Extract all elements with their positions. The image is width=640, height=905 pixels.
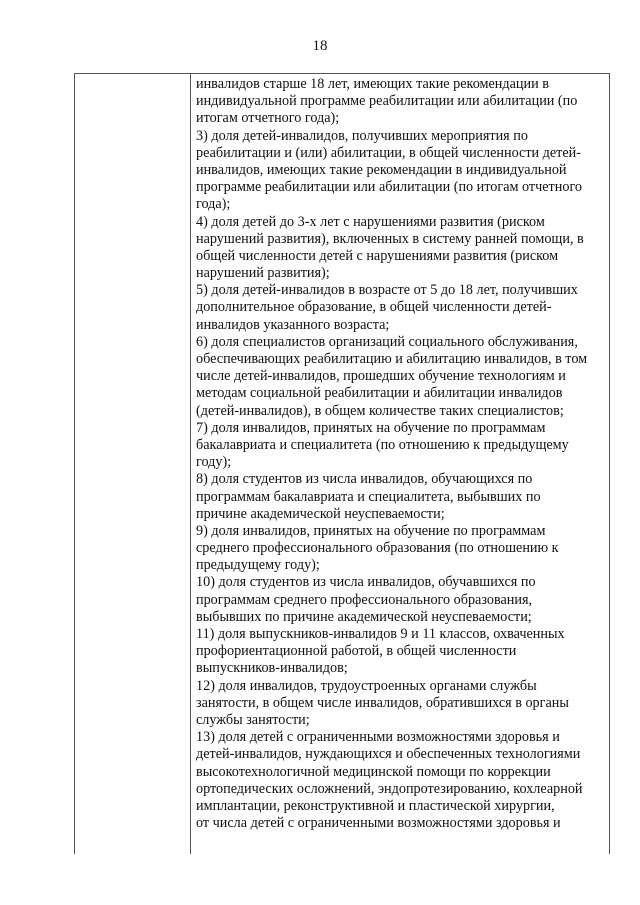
text-line: 10) доля студентов из числа инвалидов, обучавшихся по <box>196 574 536 591</box>
text-line: программе реабилитации или абилитации (по итогам отчетного <box>196 179 582 196</box>
text-line: 6) доля специалистов организаций социального обслуживания, <box>196 333 578 350</box>
text-line: реабилитации и (или) абилитации, в общей численности детей- <box>196 144 581 161</box>
text-line: высокотехнологичной медицинской помощи по коррекции <box>196 763 551 780</box>
text-line: занятости, в общем числе инвалидов, обратившихся в органы <box>196 694 569 711</box>
document-table <box>74 73 610 854</box>
text-line: программам среднего профессионального образования, <box>196 591 533 608</box>
text-line: 12) доля инвалидов, трудоустроенных органами службы <box>196 677 537 694</box>
text-line: году); <box>196 454 232 471</box>
column-divider <box>190 74 191 854</box>
text-line: имплантации, реконструктивной и пластической хирургии, <box>196 797 555 814</box>
text-line: 9) доля инвалидов, принятых на обучение по программам <box>196 522 546 539</box>
text-line: общей численности детей с нарушениями развития (риском <box>196 247 559 264</box>
text-line: 3) доля детей-инвалидов, получивших мероприятия по <box>196 127 528 144</box>
text-line: 5) доля детей-инвалидов в возрасте от 5 до 18 лет, получивших <box>196 282 578 299</box>
text-line: ортопедических осложнений, эндопротезированию, кохлеарной <box>196 780 583 797</box>
text-line: среднего профессионального образования (по отношению к <box>196 540 559 557</box>
text-line: 4) доля детей до 3-х лет с нарушениями развития (риском <box>196 213 545 230</box>
text-line: инвалидов указанного возраста; <box>196 316 390 333</box>
text-line: выпускников-инвалидов; <box>196 660 348 677</box>
text-line: детей-инвалидов, нуждающихся и обеспеченных технологиями <box>196 746 581 763</box>
text-line: обеспечивающих реабилитацию и абилитацию инвалидов, в том <box>196 351 588 367</box>
text-line: от числа детей с ограниченными возможностями здоровья и <box>196 815 561 832</box>
text-line: 7) доля инвалидов, принятых на обучение по программам <box>196 419 546 436</box>
text-line: методам социальной реабилитации и абилитации инвалидов <box>196 385 563 402</box>
text-line: нарушений развития), включенных в систему ранней помощи, в <box>196 230 584 247</box>
text-line: предыдущему году); <box>196 557 320 574</box>
text-line: индивидуальной программе реабилитации или абилитации (по <box>196 93 578 110</box>
text-line: года); <box>196 196 231 213</box>
text-line: бакалавриата и специалитета (по отношению к предыдущему <box>196 436 569 453</box>
text-line: (детей-инвалидов), в общем количестве таких специалистов; <box>196 402 564 419</box>
text-line: профориентационной работой, в общей численности <box>196 643 517 660</box>
empty-left-cell <box>75 74 190 854</box>
indicators-text-cell <box>196 76 601 832</box>
text-line: программам бакалавриата и специалитета, выбывших по <box>196 488 541 505</box>
text-line: причине академической неуспеваемости; <box>196 505 445 522</box>
text-line: 11) доля выпускников-инвалидов 9 и 11 классов, охваченных <box>196 626 565 642</box>
text-line: итогам отчетного года); <box>196 110 340 127</box>
text-line: дополнительное образование, в общей численности детей- <box>196 299 552 316</box>
text-line: 13) доля детей с ограниченными возможностями здоровья и <box>196 729 560 746</box>
text-line: инвалидов старше 18 лет, имеющих такие рекомендации в <box>196 76 549 92</box>
text-line: 8) доля студентов из числа инвалидов, обучающихся по <box>196 471 533 488</box>
text-line: нарушений развития); <box>196 265 330 282</box>
text-line: выбывших по причине академической неуспеваемости; <box>196 608 532 625</box>
text-line: службы занятости; <box>196 711 310 728</box>
text-line: инвалидов, имеющих такие рекомендации в индивидуальной <box>196 161 567 178</box>
page-number: 18 <box>312 38 328 54</box>
text-line: числе детей-инвалидов, прошедших обучение технологиям и <box>196 368 566 385</box>
